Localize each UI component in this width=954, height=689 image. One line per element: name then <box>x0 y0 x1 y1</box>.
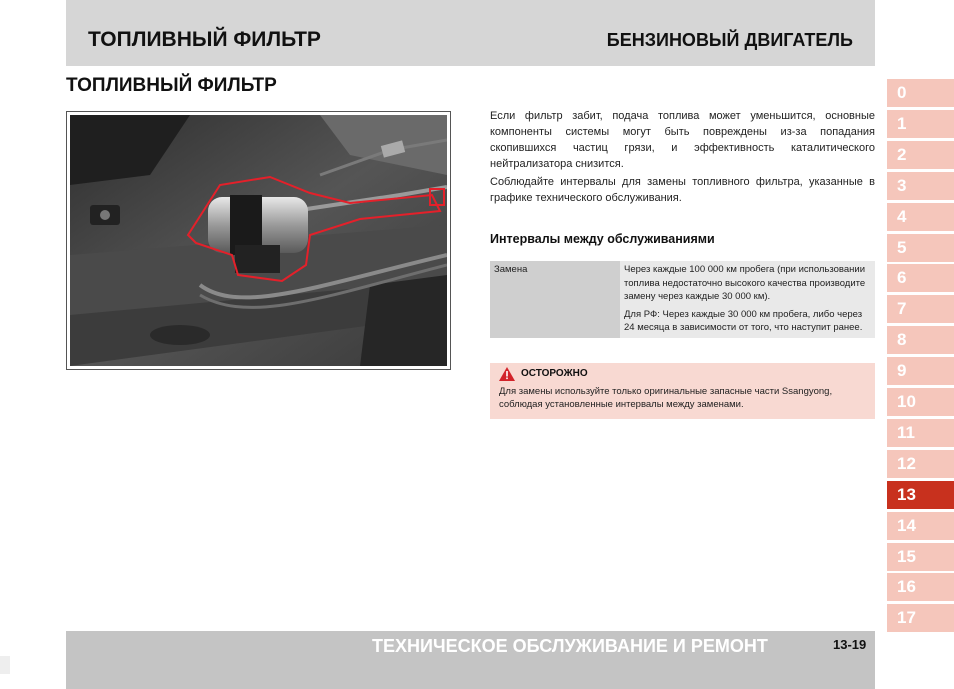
chapter-tab-11[interactable]: 11 <box>887 419 954 447</box>
row-value-2: Для РФ: Через каждые 30 000 км пробега, либо через 24 месяца в зависимости от того, что наступит ранее. <box>624 308 863 333</box>
chapter-tab-2[interactable]: 2 <box>887 141 954 169</box>
paragraph-2: Соблюдайте интервалы для замены топливного фильтра, указанные в графике технического обслуживания. <box>490 176 875 204</box>
chapter-tab-14[interactable]: 14 <box>887 512 954 540</box>
chapter-tab-9[interactable]: 9 <box>887 357 954 385</box>
page-header <box>66 0 875 66</box>
edge-mark <box>0 656 10 674</box>
header-section: БЕНЗИНОВЫЙ ДВИГАТЕЛЬ <box>606 30 853 50</box>
chapter-tab-1[interactable]: 1 <box>887 110 954 138</box>
warning-box <box>490 363 875 419</box>
row-label: Замена <box>490 261 620 338</box>
chapter-tab-5[interactable]: 5 <box>887 234 954 262</box>
table-row <box>490 261 875 338</box>
page-footer <box>66 631 875 689</box>
warning-text: Для замены используйте только оригинальные запасные части Ssangyong, соблюдая установленные интервалы между заменами. <box>499 386 833 410</box>
chapter-tab-7[interactable]: 7 <box>887 295 954 323</box>
chapter-tab-15[interactable]: 15 <box>887 543 954 571</box>
fuel-filter-photo <box>66 111 451 370</box>
chapter-tab-6[interactable]: 6 <box>887 264 954 292</box>
warning-triangle-icon <box>499 367 515 381</box>
paragraph-1: Если фильтр забит, подача топлива может уменьшится, основные компоненты системы могут быть повреждены из-за попадания скопившихся частиц грязи, и эффективность каталитического нейтрализатора снизится. <box>490 110 875 170</box>
chapter-tab-16[interactable]: 16 <box>887 573 954 601</box>
footer-title: ТЕХНИЧЕСКОЕ ОБСЛУЖИВАНИЕ И РЕМОНТ <box>372 636 768 656</box>
chapter-tab-12[interactable]: 12 <box>887 450 954 478</box>
chapter-tab-17[interactable]: 17 <box>887 604 954 632</box>
intervals-table <box>490 261 875 338</box>
chapter-tab-8[interactable]: 8 <box>887 326 954 354</box>
chapter-tab-13[interactable]: 13 <box>887 481 954 509</box>
section-title: ТОПЛИВНЫЙ ФИЛЬТР <box>66 75 277 96</box>
chapter-tab-0[interactable]: 0 <box>887 79 954 107</box>
row-value-1: Через каждые 100 000 км пробега (при использовании топлива недостаточно высокого качества производите замену через каждые 30 000 км). <box>624 264 866 302</box>
intervals-heading: Интервалы между обслуживаниями <box>490 232 715 246</box>
warning-title: ОСТОРОЖНО <box>521 368 588 379</box>
header-title: ТОПЛИВНЫЙ ФИЛЬТР <box>88 28 321 51</box>
page-number: 13-19 <box>833 637 867 652</box>
chapter-tab-10[interactable]: 10 <box>887 388 954 416</box>
chapter-tab-4[interactable]: 4 <box>887 203 954 231</box>
description-text <box>490 108 875 208</box>
warning-header <box>499 367 866 381</box>
row-value <box>620 261 875 338</box>
fuel-filter-photo-icon <box>70 115 447 366</box>
chapter-tab-3[interactable]: 3 <box>887 172 954 200</box>
